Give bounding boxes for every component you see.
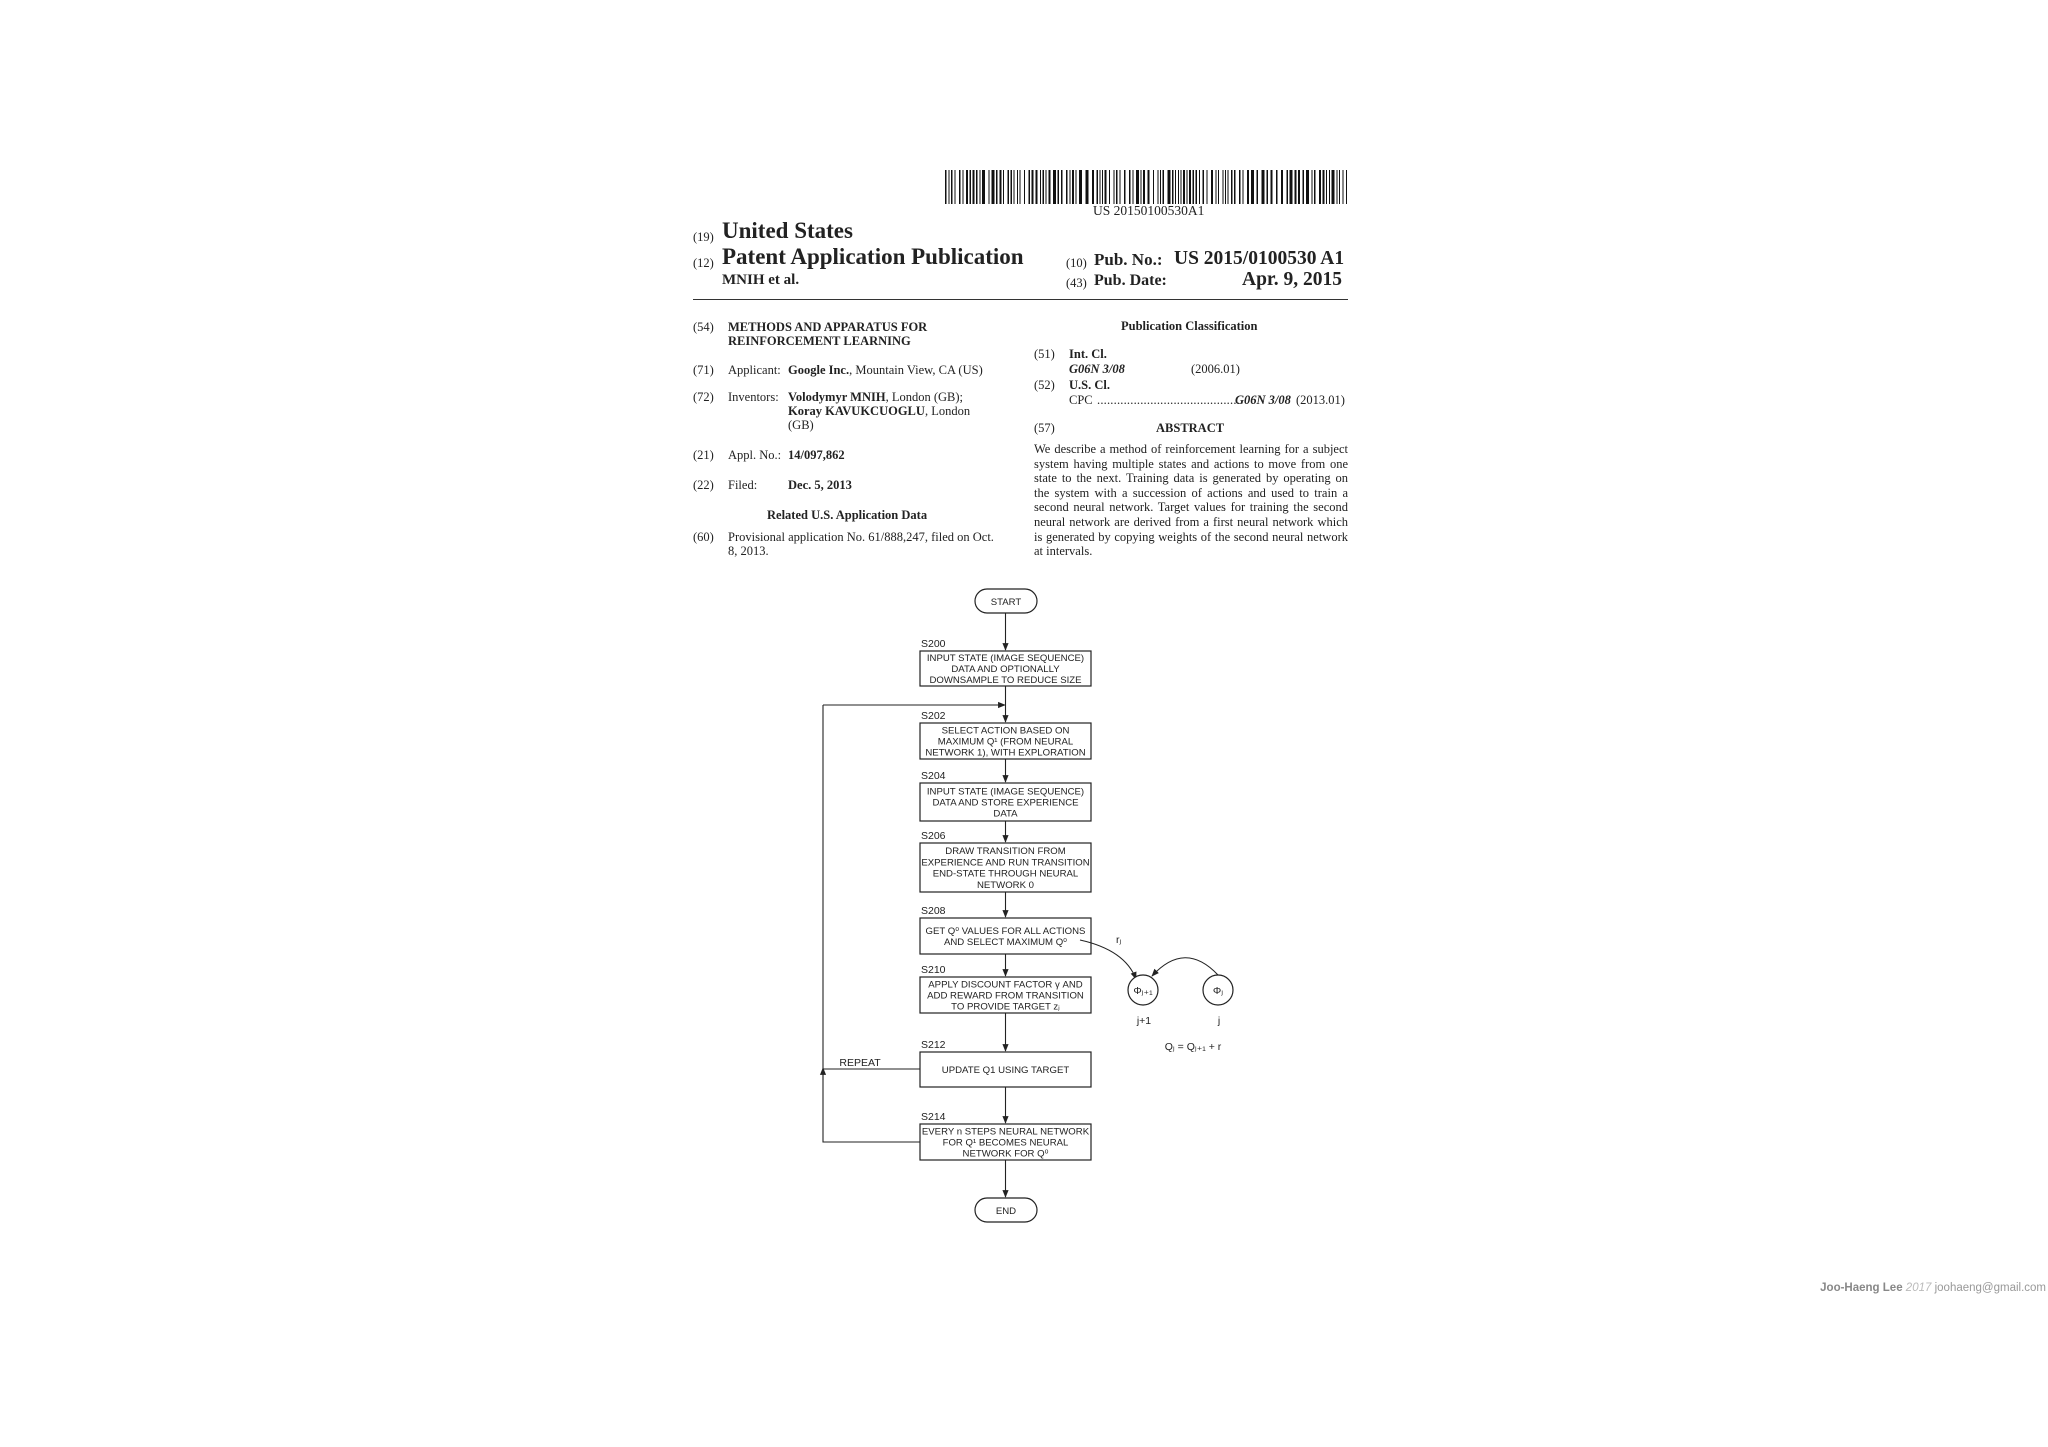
filed-date: Dec. 5, 2013 [788,478,852,492]
cpc-year: (2013.01) [1296,393,1345,407]
step-id-s204: S204 [921,770,946,782]
pub-date: Apr. 9, 2015 [1242,269,1343,290]
reward-label: rⱼ [1116,934,1122,946]
applicant-name: Google Inc. [788,363,850,377]
applicant-location: , Mountain View, CA (US) [849,363,983,377]
start-label: START [990,597,1022,608]
related-data-heading: Related U.S. Application Data [767,508,928,522]
pub-date-label: Pub. Date: [1094,272,1167,289]
end-label: END [995,1206,1017,1217]
authors: MNIH et al. [722,272,800,288]
step-text-line: NETWORK FOR Q⁰ [962,1148,1049,1160]
int-cl-code: G06N 3/08 [1069,362,1125,376]
code-19: (19) [693,230,714,244]
us-cl-label: U.S. Cl. [1069,378,1110,392]
step-text-line: EXPERIENCE AND RUN TRANSITION [921,857,1090,869]
every-n-steps-loop-line [823,705,920,1142]
publication-type-title: Patent Application Publication [722,244,1024,269]
step-text-line: DATA AND OPTIONALLY [951,664,1060,675]
cpc-label: CPC [1069,393,1093,407]
country-title: United States [722,218,853,243]
index-next-label: j+1 [1136,1015,1152,1027]
appl-no: 14/097,862 [788,448,845,462]
inventor-1-location: , London (GB); [885,390,964,404]
step-text-line: DRAW TRANSITION FROM [945,846,1066,858]
title-line-1: METHODS AND APPARATUS FOR [728,320,928,334]
index-label: j [1217,1015,1221,1027]
code-57: (57) [1034,421,1055,435]
step-text-line: DATA [993,808,1018,820]
step-text-line: NETWORK 0 [976,879,1035,891]
barcode-number: US 20150100530A1 [1093,203,1205,218]
code-51: (51) [1034,347,1055,361]
classification-heading: Publication Classification [1121,319,1258,333]
int-cl-label: Int. Cl. [1069,347,1107,361]
footer-credit [1820,1282,2046,1294]
int-cl-year: (2006.01) [1191,362,1240,376]
code-52: (52) [1034,378,1055,392]
provisional-line-2: 8, 2013. [728,544,769,558]
step-id-s206: S206 [921,830,946,842]
appl-no-label: Appl. No.: [728,448,782,462]
step-text-line: TO PROVIDE TARGET zⱼ [951,1001,1060,1013]
step-id-s200: S200 [921,638,946,650]
code-22: (22) [693,478,714,492]
step-text-line: ADD REWARD FROM TRANSITION [927,990,1084,1002]
title-line-2: REINFORCEMENT LEARNING [728,334,911,348]
inventor-1-name: Volodymyr MNIH [788,390,886,404]
inventor-2-location-cont: (GB) [788,418,814,432]
code-12: (12) [693,256,714,270]
code-72: (72) [693,390,714,404]
step-id-s212: S212 [921,1039,946,1051]
step-id-s208: S208 [921,905,946,917]
step-id-s202: S202 [921,710,946,722]
code-21: (21) [693,448,714,462]
step-text-line: INPUT STATE (IMAGE SEQUENCE) [926,786,1085,798]
step-text-line: INPUT STATE (IMAGE SEQUENCE) [926,652,1085,664]
code-71: (71) [693,363,714,377]
inventor-2-location: , London [924,404,971,418]
step-id-s214: S214 [921,1111,946,1123]
step-text-line: FOR Q¹ BECOMES NEURAL [942,1137,1069,1149]
state-label: Φⱼ [1212,985,1224,997]
step-text-line: EVERY n STEPS NEURAL NETWORK [921,1126,1090,1138]
step-text-line: UPDATE Q1 USING TARGET [941,1065,1070,1076]
provisional-line-1: Provisional application No. 61/888,247, filed on Oct. [728,530,994,544]
pub-no: US 2015/0100530 A1 [1174,248,1345,269]
step-text-line: END-STATE THROUGH NEURAL [932,868,1079,880]
step-text-line: APPLY DISCOUNT FACTOR γ AND [928,979,1083,991]
state-next-label: Φⱼ₊₁ [1133,985,1153,997]
footer-email: joohaeng@gmail.com [1934,1282,2046,1294]
code-43: (43) [1066,276,1087,290]
code-54: (54) [693,320,714,334]
cpc-code: G06N 3/08 [1235,393,1291,407]
code-60: (60) [693,530,714,544]
q-update-equation: Qⱼ = Qⱼ₊₁ + r [1164,1041,1222,1053]
step-text-line: AND SELECT MAXIMUM Q⁰ [943,937,1068,949]
step-id-s210: S210 [921,964,946,976]
step-text-line: DATA AND STORE EXPERIENCE [932,797,1079,809]
code-10: (10) [1066,256,1087,270]
cpc-dots: ........................................... [1097,393,1240,407]
step-text-line: NETWORK 1), WITH EXPLORATION [925,747,1086,759]
applicant-label: Applicant: [728,363,781,377]
footer-year: 2017 [1905,1282,1932,1294]
state-transition-arrow [1152,958,1218,976]
step-text-line: MAXIMUM Q¹ (FROM NEURAL [937,736,1074,748]
inventor-2-name: Koray KAVUKCUOGLU [788,404,925,418]
inventors-label: Inventors: [728,390,779,404]
filed-label: Filed: [728,478,758,492]
repeat-label: REPEAT [839,1057,881,1069]
step-text-line: SELECT ACTION BASED ON [941,725,1070,737]
step-text-line: GET Q⁰ VALUES FOR ALL ACTIONS [925,925,1086,937]
abstract-heading: ABSTRACT [1156,421,1225,435]
footer-name: Joo-Haeng Lee [1820,1282,1903,1294]
abstract-text: We describe a method of reinforcement learning for a subject system having multiple states and actions to move from one state to the next. Training data is generated by operating on the system with a succession of actions and used to train a second neural network. Target values for training the second neural network are derived from a first neural network which is generated by copying weights of the second neural network at intervals. [1034,442,1348,559]
step-text-line: DOWNSAMPLE TO REDUCE SIZE [929,675,1082,687]
pub-no-label: Pub. No.: [1094,250,1163,269]
